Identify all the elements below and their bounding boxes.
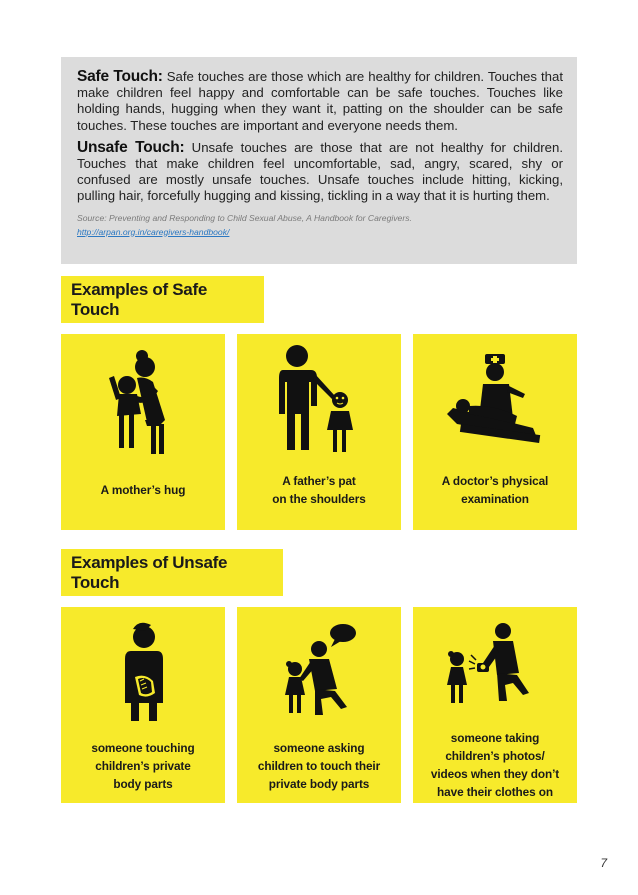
handbook-link[interactable]: http://arpan.org.in/caregivers-handbook/ bbox=[77, 226, 230, 237]
safe-touch-heading: Examples of Safe Touch bbox=[61, 276, 264, 323]
safe-touch-definition bbox=[77, 69, 563, 134]
unsafe-touch-term: Unsafe Touch: bbox=[77, 138, 185, 156]
caption-touching: someone touching children’s private body parts bbox=[91, 741, 195, 791]
caption-asking: someone asking children to touch their private body parts bbox=[257, 741, 381, 791]
caption-doctor-exam: A doctor’s physical examination bbox=[441, 474, 549, 506]
safe-tile-doctor-exam bbox=[413, 334, 577, 530]
unsafe-tile-asking bbox=[237, 607, 401, 803]
unsafe-touch-definition bbox=[77, 140, 563, 205]
safe-tile-father-pat bbox=[237, 334, 401, 530]
unsafe-touch-text: Unsafe touches are those that are not healthy for children. Touches that make children feel uncomfortable, sad, angry, scared, shy or confused are mostly unsafe touches. Unsafe touches include hitting, kicking, pulling hair, forcefully hugging and kissing, tickling in a way that it is hurting them. bbox=[77, 139, 563, 204]
page-number: 7 bbox=[600, 856, 607, 870]
definition-box bbox=[61, 57, 577, 264]
safe-touch-term: Safe Touch: bbox=[77, 68, 163, 85]
unsafe-tile-photos bbox=[413, 607, 577, 803]
source-citation: Source: Preventing and Responding to Child Sexual Abuse, A Handbook for Caregivers. bbox=[77, 212, 412, 223]
caption-mother-hug: A mother’s hug bbox=[100, 483, 186, 497]
unsafe-tile-touching bbox=[61, 607, 225, 803]
safe-touch-text: Safe touches are those which are healthy for children. Touches that make children feel happy and comfortable can be safe touches. Touches like holding hands, hugging when they want it, patting on the shoulder can be safe touches. These touches are important and everyone needs them. bbox=[77, 69, 564, 133]
mother-hug-icon bbox=[61, 334, 225, 530]
caption-photos: someone taking children’s photos/ videos when they don’t have their clothes on bbox=[430, 731, 560, 799]
caption-father-pat: A father’s pat on the shoulders bbox=[272, 474, 366, 506]
unsafe-touch-heading: Examples of Unsafe Touch bbox=[61, 549, 283, 596]
safe-tile-mother-hug bbox=[61, 334, 225, 530]
